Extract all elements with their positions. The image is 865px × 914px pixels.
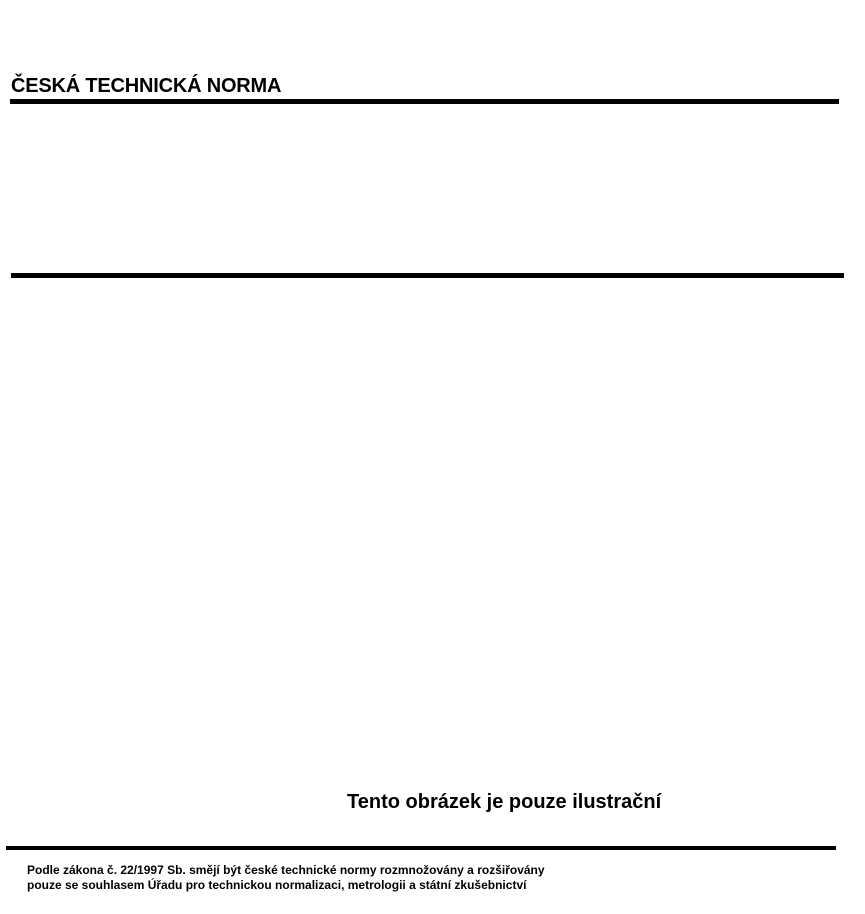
document-title: ČESKÁ TECHNICKÁ NORMA bbox=[11, 75, 282, 97]
footer-divider bbox=[6, 846, 836, 850]
section-divider bbox=[11, 273, 844, 278]
title-divider bbox=[10, 99, 839, 104]
illustration-notice: Tento obrázek je pouze ilustrační bbox=[347, 791, 662, 813]
legal-notice bbox=[27, 863, 545, 893]
legal-notice-line: Podle zákona č. 22/1997 Sb. smějí být české technické normy rozmnožovány a rozšiřovány bbox=[27, 863, 545, 877]
legal-notice-line: pouze se souhlasem Úřadu pro technickou normalizaci, metrologii a státní zkušebnictví bbox=[27, 878, 527, 892]
